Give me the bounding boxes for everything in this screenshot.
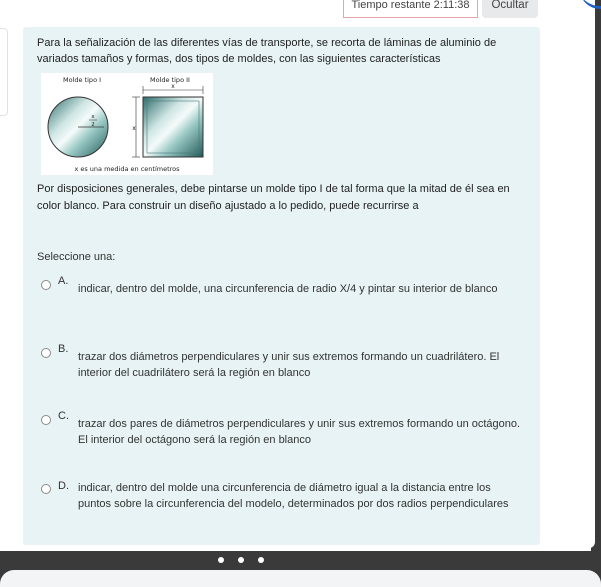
- question-stem-continued: Por disposiciones generales, debe pintarse un molde tipo I de tal forma que la mitad de él sea en color blanco. Para construir un diseño ajustado a lo pedido, puede recurrirse a: [37, 183, 510, 212]
- option-text: indicar, dentro del molde, una circunferencia de radio X/4 y pintar su interior de blanco: [78, 283, 498, 295]
- option-text: indicar, dentro del molde una circunferencia de diámetro igual a la distancia entre los puntos sobre la circunferencia del modelo, determinados por dos radios perpendiculares: [78, 482, 509, 510]
- bottom-bar: [0, 551, 601, 569]
- label-type1: Molde tipo I: [63, 76, 102, 84]
- select-prompt: Seleccione una:: [37, 251, 116, 263]
- radius-denominator: 2: [91, 122, 95, 128]
- option-letter: B.: [58, 343, 69, 355]
- option-letter: C.: [58, 410, 69, 422]
- radio-button-b[interactable]: [41, 348, 51, 358]
- top-dimension-label: x: [171, 83, 175, 90]
- right-rail-inner: [589, 0, 595, 548]
- radio-button-a[interactable]: [41, 280, 51, 290]
- dot-1: [218, 557, 224, 563]
- label-type2: Molde tipo II: [150, 76, 190, 84]
- dot-2: [238, 557, 244, 563]
- radio-button-d[interactable]: [41, 484, 51, 494]
- question-stem: Para la señalización de las diferentes vías de transporte, se recorta de láminas de aluminio de variados tamaños y formas, dos tipos de moldes, con las siguientes características: [37, 37, 497, 65]
- time-remaining: Tiempo restante 2:11:38: [343, 0, 478, 18]
- question-card: [23, 27, 540, 545]
- figure-caption: x es una medida en centímetros: [74, 165, 180, 173]
- square-mold: [143, 97, 203, 157]
- dot-3: [258, 557, 264, 563]
- radius-numerator: x: [91, 114, 95, 120]
- option-text: trazar dos diámetros perpendiculares y unir sus extremos formando un cuadrilátero. El interior del cuadrilátero será la región en blanco: [78, 351, 500, 379]
- hide-timer-button[interactable]: Ocultar: [482, 0, 538, 18]
- footer-panel: [0, 570, 601, 587]
- molds-diagram: [41, 73, 213, 175]
- left-side-panel: [0, 28, 8, 116]
- option-text: trazar dos pares de diámetros perpendiculares y unir sus extremos formando un octágono. El interior del octágono será la región en blanco: [78, 418, 521, 446]
- side-dimension-label: x: [132, 125, 136, 132]
- option-letter: D.: [58, 480, 69, 492]
- option-letter: A.: [58, 275, 69, 287]
- molds-figure: [41, 73, 213, 175]
- radio-button-c[interactable]: [41, 415, 51, 425]
